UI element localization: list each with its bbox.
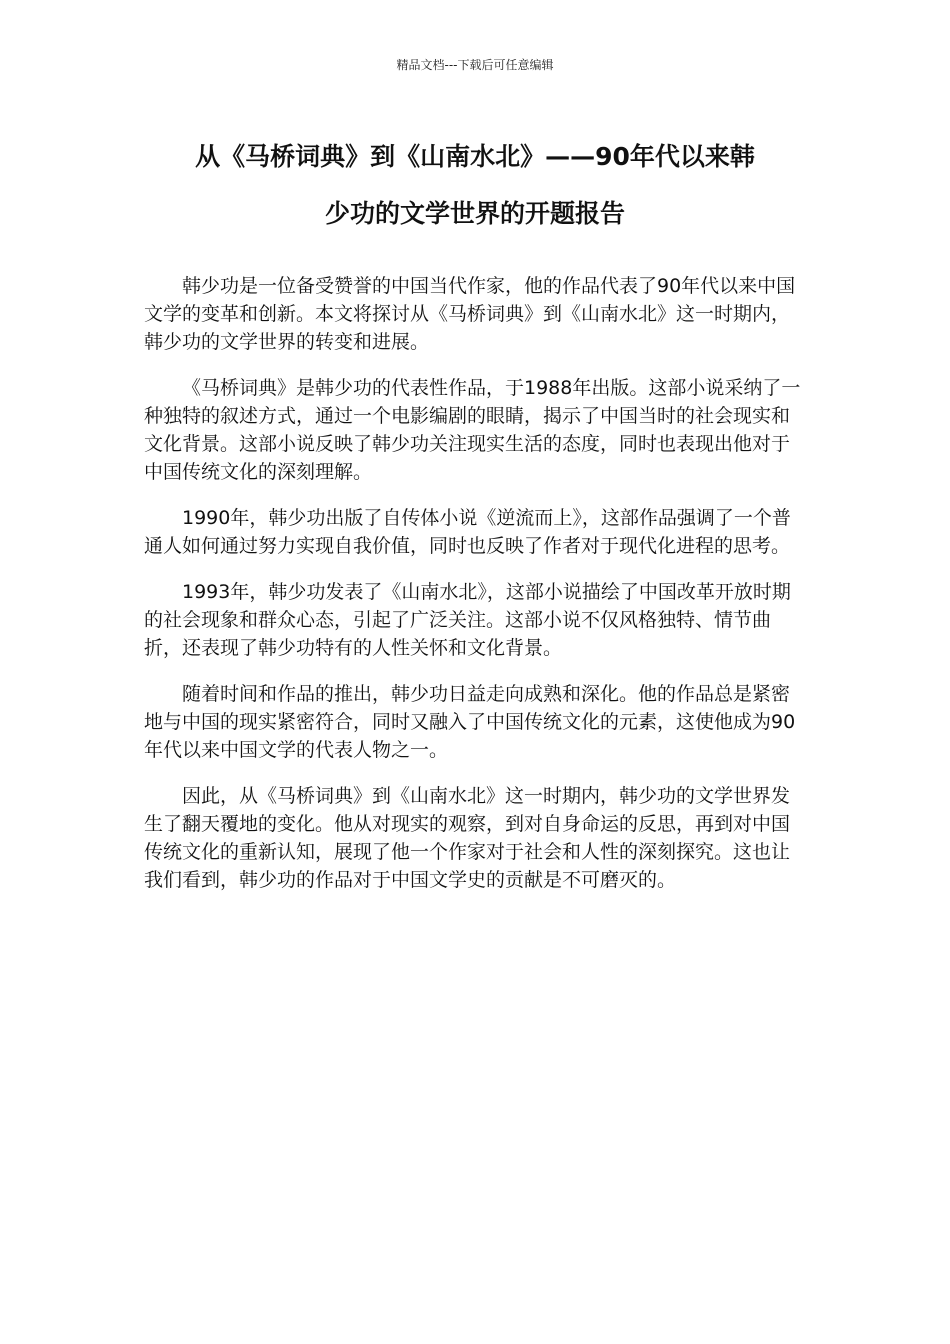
document-title bbox=[140, 128, 810, 242]
title-line-2: 少功的文学世界的开题报告 bbox=[324, 199, 625, 228]
paragraph-1: 韩少功是一位备受赞誉的中国当代作家，他的作品代表了90年代以来中国文学的变革和创新。本文将探讨从《马桥词典》到《山南水北》这一时期内，韩少功的文学世界的转变和进展。 bbox=[144, 275, 796, 353]
document-body bbox=[144, 272, 808, 912]
title-line-1: 从《马桥词典》到《山南水北》——90年代以来韩 bbox=[195, 142, 755, 171]
paragraph-3: 1990年，韩少功出版了自传体小说《逆流而上》，这部作品强调了一个普通人如何通过努力实现自我价值，同时也反映了作者对于现代化进程的思考。 bbox=[144, 507, 791, 557]
paragraph-2: 《马桥词典》是韩少功的代表性作品，于1988年出版。这部小说采纳了一种独特的叙述方式，通过一个电影编剧的眼睛，揭示了中国当时的社会现实和文化背景。这部小说反映了韩少功关注现实生活的态度，同时也表现出他对于中国传统文化的深刻理解。 bbox=[144, 377, 801, 483]
paragraph-5: 随着时间和作品的推出，韩少功日益走向成熟和深化。他的作品总是紧密地与中国的现实紧密符合，同时又融入了中国传统文化的元素，这使他成为90年代以来中国文学的代表人物之一。 bbox=[144, 683, 796, 761]
paragraph-4: 1993年，韩少功发表了《山南水北》，这部小说描绘了中国改革开放时期的社会现象和群众心态，引起了广泛关注。这部小说不仅风格独特、情节曲折，还表现了韩少功特有的人性关怀和文化背景。 bbox=[144, 581, 791, 659]
paragraph-6: 因此，从《马桥词典》到《山南水北》这一时期内，韩少功的文学世界发生了翻天覆地的变化。他从对现实的观察，到对自身命运的反思，再到对中国传统文化的重新认知，展现了他一个作家对于社会和人性的深刻探究。这也让我们看到，韩少功的作品对于中国文学史的贡献是不可磨灭的。 bbox=[144, 785, 791, 891]
header-note: 精品文档---下载后可任意编辑 bbox=[396, 58, 554, 72]
